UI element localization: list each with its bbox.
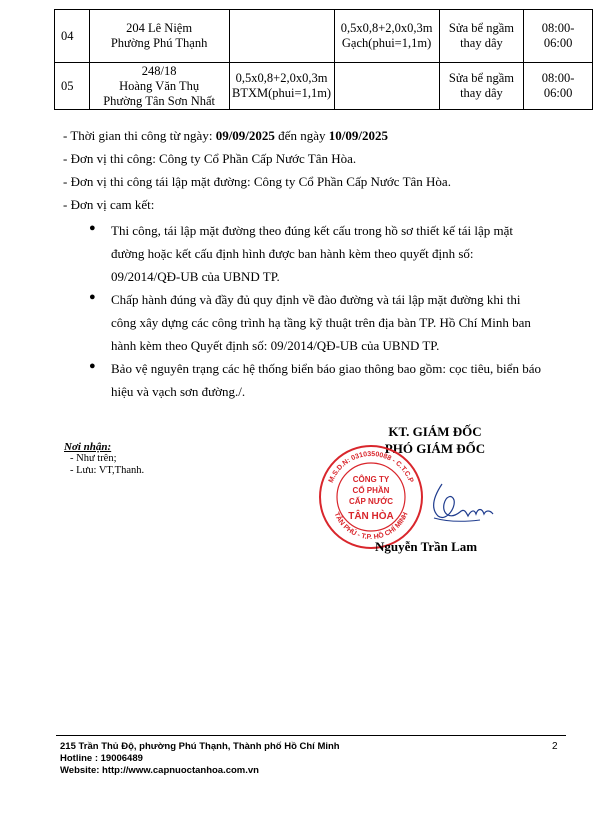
construction-time: - Thời gian thi công từ ngày: 09/09/2025 đến ngày 10/09/2025: [63, 128, 388, 143]
recipient-item: - Như trên;: [70, 453, 117, 464]
seal-line: CẤP NƯỚC: [349, 497, 393, 506]
size-line: 0,5x0,8+2,0x0,3m: [235, 71, 328, 85]
table-row: [55, 63, 593, 110]
recipient-item: - Lưu: VT,Thanh.: [70, 465, 145, 476]
work-line: Sửa bể ngầm: [448, 21, 514, 35]
commitment-item: ● Thi công, tái lập mặt đường theo đúng kết cấu trong hồ sơ thiết kế tái lập mặt đường hoặc kết cấu định hình được ban hành kèm theo quyết định số: 09/2014/QĐ-UB của UBND TP.: [89, 219, 543, 288]
ward-line: Phường Phú Thạnh: [110, 36, 208, 50]
address-line: 204 Lê Niệm: [126, 21, 193, 35]
document-body: [63, 127, 543, 403]
time-cell: [524, 10, 593, 63]
page-number: 2: [552, 741, 558, 752]
construction-unit: - Đơn vị thi công: Công ty Cổ Phần Cấp Nước Tân Hòa.: [63, 151, 357, 166]
seal-line: CỔ PHẦN: [352, 486, 390, 495]
date-to: 10/09/2025: [328, 128, 388, 143]
signature-title-line1: KT. GIÁM ĐỐC: [388, 424, 482, 439]
footer: [60, 741, 340, 777]
handwritten-signature: [420, 478, 495, 533]
footer-hotline: Hotline : 19006489: [60, 753, 143, 764]
commitment-item: ● Bảo vệ nguyên trạng các hệ thống biển báo giao thông bao gồm: cọc tiêu, biển báo hiệu và vạch sơn đường./.: [89, 357, 543, 403]
material-line: BTXM(phui=1,1m): [232, 86, 332, 100]
footer-website: Website: http://www.capnuoctanhoa.com.vn: [60, 765, 259, 776]
bullet-icon: ●: [89, 360, 96, 372]
bullet-icon: ●: [89, 291, 96, 303]
time-cell: [524, 63, 593, 110]
row-number: 04: [55, 10, 90, 63]
seal-line: CÔNG TY: [352, 475, 390, 484]
company-seal: [318, 444, 424, 550]
footer-divider: [56, 735, 566, 736]
restoration-unit: - Đơn vị thi công tái lập mặt đường: Công ty Cổ Phần Cấp Nước Tân Hòa.: [63, 174, 451, 189]
footer-address: 215 Trần Thủ Độ, phường Phú Thạnh, Thành phố Hồ Chí Minh: [60, 741, 340, 752]
time-line: 08:00-: [541, 71, 575, 85]
work-line: thay dây: [460, 36, 503, 50]
signer-name: Nguyễn Trần Lam: [375, 539, 478, 554]
size-cell-a: [229, 10, 334, 63]
work-line: thay dây: [460, 86, 503, 100]
size-line: 0,5x0,8+2,0x0,3m: [340, 21, 433, 35]
work-line: Sửa bể ngầm: [448, 71, 514, 85]
commitment-heading: - Đơn vị cam kết:: [63, 197, 155, 212]
size-cell-a: [229, 63, 334, 110]
address-line: 248/18: [141, 63, 177, 78]
street-line: Hoàng Văn Thụ: [119, 78, 200, 93]
material-line: Gạch(phui=1,1m): [341, 36, 432, 50]
address-cell: [89, 10, 229, 63]
time-line: 08:00-: [541, 21, 575, 35]
size-cell-b: [334, 10, 439, 63]
recipients-block: [64, 441, 144, 477]
bullet-icon: ●: [89, 222, 96, 234]
work-cell: [439, 63, 524, 110]
ward-line: Phường Tân Sơn Nhất: [103, 93, 215, 108]
seal-ring-top: M.S.D.N: 0310350088 - C.T.C.P: [327, 450, 415, 484]
table-row: [55, 10, 593, 63]
size-cell-b: [334, 63, 439, 110]
recipients-heading: Nơi nhận:: [64, 441, 112, 453]
work-cell: [439, 10, 524, 63]
row-number: 05: [55, 63, 90, 110]
seal-ring-bottom: TÂN PHÚ - T.P. HỒ CHÍ MINH: [332, 511, 410, 542]
commitment-item: ● Chấp hành đúng và đầy đủ quy định về đào đường và tái lập mặt đường khi thi công xây dựng các công trình hạ tầng kỹ thuật trên địa bàn TP. Hồ Chí Minh ban hành kèm theo Quyết định số: 09/2014/QĐ-UB của UBND TP.: [89, 288, 543, 357]
time-line: 06:00: [543, 86, 573, 100]
address-cell: [89, 63, 229, 110]
works-table: [54, 9, 593, 110]
signature-title-line2: PHÓ GIÁM ĐỐC: [384, 441, 486, 456]
time-line: 06:00: [543, 36, 573, 50]
date-from: 09/09/2025: [215, 128, 275, 143]
seal-line: TÂN HÒA: [348, 511, 394, 522]
